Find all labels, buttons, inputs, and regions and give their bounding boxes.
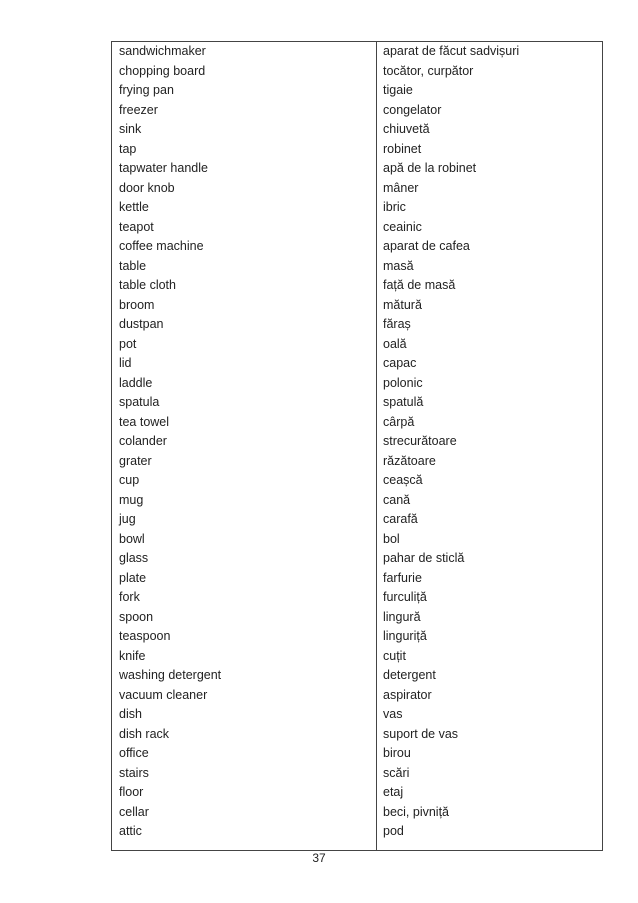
romanian-translation: linguriță — [383, 629, 427, 643]
romanian-translation: birou — [383, 746, 411, 760]
english-term: washing detergent — [119, 668, 222, 682]
english-term: coffee machine — [119, 239, 204, 253]
romanian-translation: etaj — [383, 785, 404, 799]
romanian-translation: făraș — [383, 317, 411, 331]
romanian-translation: aparat de făcut sadvișuri — [383, 44, 520, 58]
english-term: spatula — [119, 395, 160, 409]
english-term: floor — [119, 785, 144, 799]
english-column — [119, 42, 369, 842]
romanian-translation: tocător, curpător — [383, 63, 474, 78]
romanian-translation: furculiță — [383, 590, 427, 604]
romanian-translation: cuțit — [383, 648, 406, 663]
english-term: chopping board — [119, 63, 206, 78]
column-divider — [376, 42, 377, 850]
romanian-translation: ceainic — [383, 219, 422, 234]
romanian-translation: cârpă — [383, 414, 415, 429]
romanian-translation: oală — [383, 336, 407, 351]
english-term: dish rack — [119, 726, 170, 741]
english-term: sink — [119, 122, 142, 136]
english-term: cup — [119, 473, 140, 487]
english-term: lid — [119, 356, 132, 370]
romanian-translation: aspirator — [383, 687, 432, 702]
english-term: office — [119, 746, 149, 760]
english-term: dish — [119, 707, 142, 721]
vocabulary-table — [111, 41, 603, 851]
romanian-translation: aparat de cafea — [383, 239, 470, 253]
english-term: tap — [119, 141, 137, 156]
romanian-translation: robinet — [383, 141, 422, 156]
romanian-translation: apă de la robinet — [383, 161, 477, 175]
romanian-translation: pahar de sticlă — [383, 551, 465, 565]
english-term: cellar — [119, 804, 149, 819]
romanian-translation: polonic — [383, 375, 423, 390]
romanian-translation: pod — [383, 824, 404, 838]
romanian-translation: capac — [383, 356, 417, 370]
english-term: colander — [119, 434, 167, 448]
page-number: 37 — [312, 851, 326, 865]
english-term: laddle — [119, 375, 153, 390]
english-term: mug — [119, 492, 144, 507]
english-term: door knob — [119, 180, 175, 195]
romanian-translation: ceașcă — [383, 473, 423, 487]
english-term: grater — [119, 453, 152, 468]
english-term: spoon — [119, 609, 154, 624]
romanian-translation: carafă — [383, 512, 418, 526]
english-term: glass — [119, 551, 149, 565]
english-term: fork — [119, 590, 140, 604]
english-term: knife — [119, 648, 146, 663]
english-term: tapwater handle — [119, 161, 208, 175]
romanian-translation: lingură — [383, 609, 421, 624]
english-term: plate — [119, 570, 147, 585]
romanian-translation: strecurătoare — [383, 434, 457, 448]
english-term: teapot — [119, 219, 154, 234]
english-term: teaspoon — [119, 629, 171, 643]
romanian-translation: detergent — [383, 668, 436, 682]
english-term: stairs — [119, 765, 149, 780]
romanian-translation: bol — [383, 531, 400, 546]
romanian-translation: chiuvetă — [383, 122, 430, 136]
english-term: dustpan — [119, 317, 164, 331]
english-term: jug — [119, 512, 136, 526]
english-term: tea towel — [119, 414, 170, 429]
romanian-translation: cană — [383, 492, 411, 507]
romanian-translation: beci, pivniță — [383, 804, 450, 819]
english-term: pot — [119, 336, 137, 351]
english-term: kettle — [119, 200, 149, 214]
romanian-translation: vas — [383, 707, 403, 721]
romanian-translation: tigaie — [383, 83, 413, 97]
romanian-translation: mătură — [383, 297, 422, 312]
english-term: table cloth — [119, 278, 176, 292]
romanian-translation: congelator — [383, 102, 442, 117]
romanian-translation: mâner — [383, 180, 419, 195]
romanian-translation: spatulă — [383, 395, 424, 409]
romanian-translation: față de masă — [383, 278, 456, 292]
romanian-column — [383, 42, 598, 842]
english-term: table — [119, 258, 147, 273]
english-term: bowl — [119, 531, 145, 546]
english-term: freezer — [119, 102, 158, 117]
english-term: attic — [119, 824, 142, 838]
romanian-translation: ibric — [383, 200, 406, 214]
english-term: vacuum cleaner — [119, 687, 208, 702]
romanian-translation: farfurie — [383, 570, 422, 585]
romanian-translation: scări — [383, 765, 410, 780]
romanian-translation: masă — [383, 258, 414, 273]
english-term: sandwichmaker — [119, 44, 206, 58]
romanian-translation: suport de vas — [383, 726, 459, 741]
english-term: broom — [119, 297, 155, 312]
romanian-translation: răzătoare — [383, 453, 436, 468]
english-term: frying pan — [119, 83, 174, 97]
